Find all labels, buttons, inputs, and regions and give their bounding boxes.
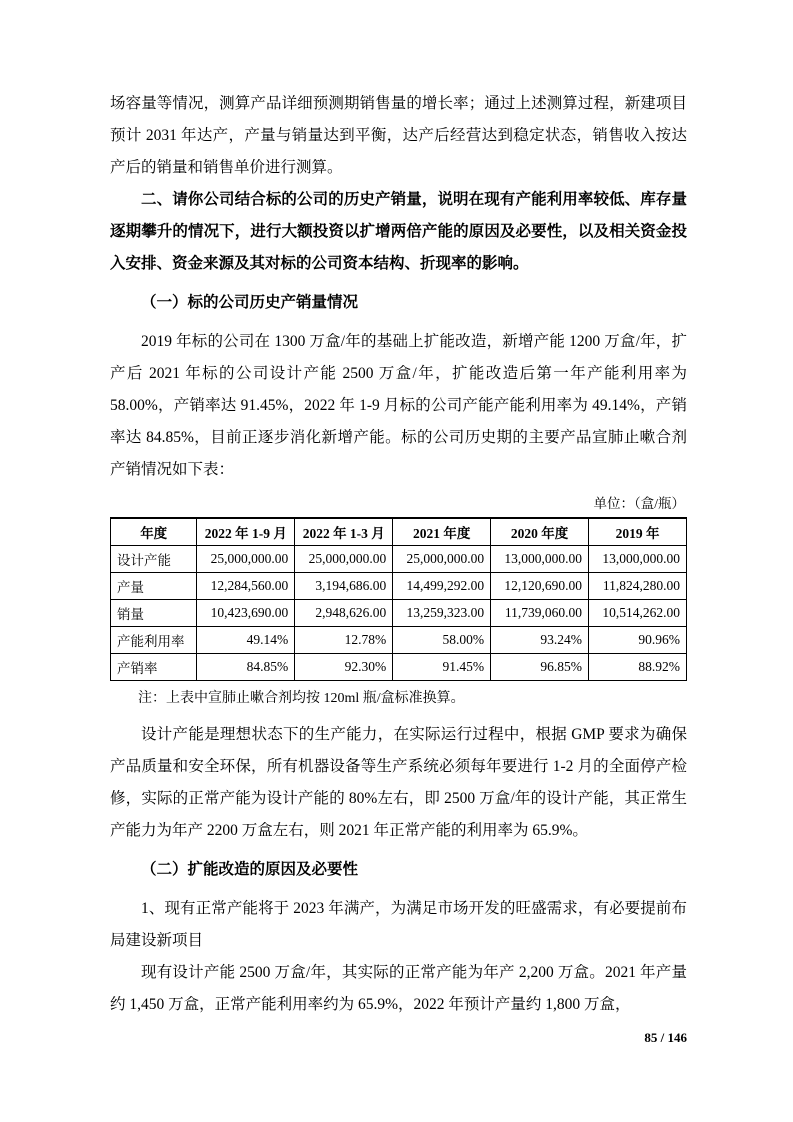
cell-value: 3,194,686.00 (295, 573, 393, 600)
table-unit-label: 单位：（盒/瓶） (593, 496, 685, 511)
paragraph-reason-1: 1、现有正常产能将于 2023 年满产，为满足市场开发的旺盛需求，有必要提前布局建设新项目 (110, 900, 687, 949)
col-header-2022-1-9: 2022 年 1-9 月 (197, 518, 295, 546)
question-paragraph: 二、请你公司结合标的公司的历史产销量，说明在现有产能利用率较低、库存量逐期攀升的情况下，进行大额投资以扩增两倍产能的原因及必要性，以及相关资金投入安排、资金来源及其对标的公司资本结构、折现率的影响。 (110, 191, 687, 272)
cell-value: 10,514,262.00 (589, 600, 687, 627)
row-label: 产销率 (111, 654, 197, 681)
table-note: 注：上表中宣肺止嗽合剂均按 120ml 瓶/盒标准换算。 (138, 691, 465, 706)
cell-value: 49.14% (197, 627, 295, 654)
col-header-year: 年度 (111, 518, 197, 546)
cell-value: 13,000,000.00 (491, 546, 589, 573)
cell-value: 2,948,626.00 (295, 600, 393, 627)
table-row-output (111, 573, 687, 600)
table-row-capacity-utilization (111, 627, 687, 654)
cell-value: 10,423,690.00 (197, 600, 295, 627)
cell-value: 14,499,292.00 (393, 573, 491, 600)
paragraph-current-capacity: 现有设计产能 2500 万盒/年，其实际的正常产能为年产 2,200 万盒。2021 年产量约 1,450 万盒，正常产能利用率约为 65.9%，2022 年预计产量约 1,800 万盒， (110, 964, 687, 1013)
cell-value: 13,000,000.00 (589, 546, 687, 573)
cell-value: 12.78% (295, 627, 393, 654)
table-header-row (111, 518, 687, 546)
paragraph-history: 2019 年标的公司在 1300 万盒/年的基础上扩能改造，新增产能 1200 万盒/年，扩产后 2021 年标的公司设计产能 2500 万盒/年，扩能改造后第一年产能利用率为 58.00%，产销率达 91.45%，2022 年 1-9 月标的公司产能产能利用率为 49.14%，产销率达 84.85%，目前正逐步消化新增产能。标的公司历史期的主要产品宣肺止嗽合剂产销情况如下表： (110, 333, 687, 478)
col-header-2019: 2019 年 (589, 518, 687, 546)
cell-value: 91.45% (393, 654, 491, 681)
col-header-2021: 2021 年度 (393, 518, 491, 546)
cell-value: 11,739,060.00 (491, 600, 589, 627)
col-header-2020: 2020 年度 (491, 518, 589, 546)
row-label: 产能利用率 (111, 627, 197, 654)
section-heading-1: （一）标的公司历史产销量情况 (141, 294, 359, 311)
cell-value: 25,000,000.00 (197, 546, 295, 573)
cell-value: 93.24% (491, 627, 589, 654)
row-label: 销量 (111, 600, 197, 627)
paragraph-design-capacity: 设计产能是理想状态下的生产能力，在实际运行过程中，根据 GMP 要求为确保产品质量和安全环保，所有机器设备等生产系统必须每年要进行 1-2 月的全面停产检修，实际的正常产能为设计产能的 80%左右，即 2500 万盒/年的设计产能，其正常生产能力为年产 2200 万盒左右，则 2021 年正常产能的利用率为 65.9%。 (110, 726, 687, 839)
row-label: 设计产能 (111, 546, 197, 573)
cell-value: 58.00% (393, 627, 491, 654)
section-heading-2: （二）扩能改造的原因及必要性 (141, 861, 359, 878)
cell-value: 90.96% (589, 627, 687, 654)
col-header-2022-1-3: 2022 年 1-3 月 (295, 518, 393, 546)
cell-value: 25,000,000.00 (295, 546, 393, 573)
cell-value: 88.92% (589, 654, 687, 681)
cell-value: 92.30% (295, 654, 393, 681)
cell-value: 11,824,280.00 (589, 573, 687, 600)
cell-value: 12,284,560.00 (197, 573, 295, 600)
production-sales-table (110, 517, 687, 681)
cell-value: 13,259,323.00 (393, 600, 491, 627)
cell-value: 96.85% (491, 654, 589, 681)
table-row-sales-volume (111, 600, 687, 627)
table-row-design-capacity (111, 546, 687, 573)
paragraph-continuation: 场容量等情况，测算产品详细预测期销售量的增长率；通过上述测算过程，新建项目预计 2031 年达产，产量与销量达到平衡，达产后经营达到稳定状态，销售收入按达产后的销量和销售单价进行测算。 (110, 95, 687, 176)
table-row-sales-rate (111, 654, 687, 681)
cell-value: 84.85% (197, 654, 295, 681)
cell-value: 25,000,000.00 (393, 546, 491, 573)
cell-value: 12,120,690.00 (491, 573, 589, 600)
page-number: 85 / 146 (644, 1030, 687, 1045)
row-label: 产量 (111, 573, 197, 600)
